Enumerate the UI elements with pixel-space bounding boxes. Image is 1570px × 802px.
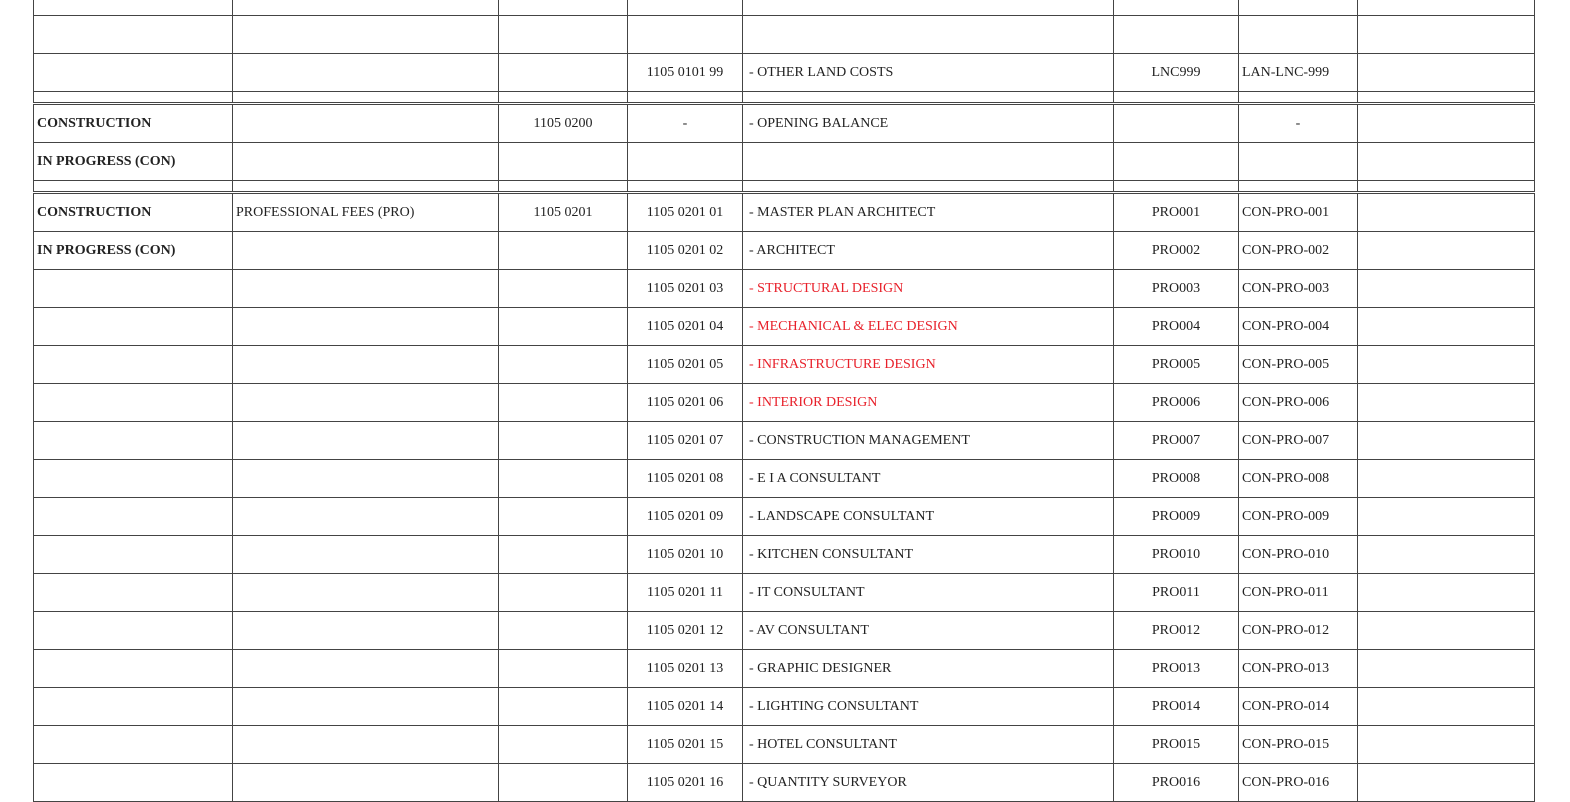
category-cell	[33, 460, 232, 497]
subcategory-cell: PROFESSIONAL FEES (PRO)	[232, 194, 498, 231]
category-cell	[33, 422, 232, 459]
group-code-cell	[498, 270, 627, 307]
separator-cell	[33, 181, 232, 191]
table-row	[33, 688, 1535, 726]
short-code-cell: PRO005	[1113, 346, 1238, 383]
account-id-cell: CON-PRO-013	[1238, 650, 1357, 687]
description-cell: - OPENING BALANCE	[742, 105, 1113, 142]
short-code-cell: PRO016	[1113, 764, 1238, 801]
description-cell: - GRAPHIC DESIGNER	[742, 650, 1113, 687]
account-id-cell: CON-PRO-004	[1238, 308, 1357, 345]
subcategory-cell	[232, 460, 498, 497]
separator-cell	[1357, 92, 1535, 102]
subcategory-cell	[232, 574, 498, 611]
description-cell	[742, 143, 1113, 180]
short-code-cell	[1113, 143, 1238, 180]
remarks-cell	[1357, 194, 1535, 231]
description-cell: - HOTEL CONSULTANT	[742, 726, 1113, 763]
category-cell	[33, 308, 232, 345]
subcategory-cell	[232, 308, 498, 345]
category-cell	[33, 726, 232, 763]
subcategory-cell	[232, 650, 498, 687]
description-cell: - MASTER PLAN ARCHITECT	[742, 194, 1113, 231]
group-code-cell	[498, 143, 627, 180]
account-code-cell	[627, 143, 742, 180]
group-code-cell	[498, 612, 627, 649]
subcategory-cell	[232, 143, 498, 180]
group-code-cell	[498, 0, 627, 15]
subcategory-cell	[232, 726, 498, 763]
account-id-cell: CON-PRO-014	[1238, 688, 1357, 725]
table-row	[33, 574, 1535, 612]
short-code-cell: PRO010	[1113, 536, 1238, 573]
remarks-cell	[1357, 422, 1535, 459]
account-id-cell: CON-PRO-015	[1238, 726, 1357, 763]
remarks-cell	[1357, 574, 1535, 611]
category-cell: IN PROGRESS (CON)	[33, 232, 232, 269]
description-cell: - INFRASTRUCTURE DESIGN	[742, 346, 1113, 383]
account-id-cell: CON-PRO-007	[1238, 422, 1357, 459]
remarks-cell	[1357, 16, 1535, 53]
subcategory-cell	[232, 54, 498, 91]
table-row	[33, 612, 1535, 650]
account-code-cell: 1105 0201 09	[627, 498, 742, 535]
account-code-cell: 1105 0201 12	[627, 612, 742, 649]
account-id-cell: LAN-LNC-999	[1238, 54, 1357, 91]
remarks-cell	[1357, 726, 1535, 763]
category-cell	[33, 384, 232, 421]
category-cell	[33, 650, 232, 687]
remarks-cell	[1357, 105, 1535, 142]
remarks-cell	[1357, 612, 1535, 649]
account-code-cell: 1105 0201 01	[627, 194, 742, 231]
table-row	[33, 194, 1535, 232]
account-code-cell: 1105 0201 06	[627, 384, 742, 421]
group-code-cell: 1105 0200	[498, 105, 627, 142]
account-code-cell: 1105 0201 02	[627, 232, 742, 269]
remarks-cell	[1357, 54, 1535, 91]
short-code-cell: PRO015	[1113, 726, 1238, 763]
table-row	[33, 536, 1535, 574]
remarks-cell	[1357, 764, 1535, 801]
category-cell	[33, 688, 232, 725]
account-id-cell: CON-PRO-001	[1238, 194, 1357, 231]
subcategory-cell	[232, 346, 498, 383]
separator-cell	[232, 181, 498, 191]
description-cell: - LANDSCAPE CONSULTANT	[742, 498, 1113, 535]
account-code-cell	[627, 0, 742, 15]
account-id-cell	[1238, 143, 1357, 180]
remarks-cell	[1357, 346, 1535, 383]
account-id-cell: CON-PRO-010	[1238, 536, 1357, 573]
group-code-cell	[498, 16, 627, 53]
account-code-cell: 1105 0201 16	[627, 764, 742, 801]
table-row	[33, 270, 1535, 308]
short-code-cell	[1113, 16, 1238, 53]
description-cell: - STRUCTURAL DESIGN	[742, 270, 1113, 307]
short-code-cell: PRO002	[1113, 232, 1238, 269]
description-cell: - KITCHEN CONSULTANT	[742, 536, 1113, 573]
short-code-cell: PRO014	[1113, 688, 1238, 725]
separator-cell	[627, 92, 742, 102]
short-code-cell	[1113, 0, 1238, 15]
short-code-cell: PRO006	[1113, 384, 1238, 421]
category-cell	[33, 54, 232, 91]
short-code-cell: PRO001	[1113, 194, 1238, 231]
subcategory-cell	[232, 688, 498, 725]
account-id-cell: CON-PRO-008	[1238, 460, 1357, 497]
table-row	[33, 308, 1535, 346]
remarks-cell	[1357, 460, 1535, 497]
subcategory-cell	[232, 612, 498, 649]
subcategory-cell	[232, 270, 498, 307]
remarks-cell	[1357, 650, 1535, 687]
account-code-cell: 1105 0201 10	[627, 536, 742, 573]
group-code-cell	[498, 498, 627, 535]
account-id-cell	[1238, 16, 1357, 53]
description-cell	[742, 16, 1113, 53]
group-code-cell	[498, 384, 627, 421]
account-code-cell: 1105 0201 04	[627, 308, 742, 345]
table-row	[33, 346, 1535, 384]
table-row	[33, 384, 1535, 422]
separator-cell	[1113, 92, 1238, 102]
subcategory-cell	[232, 764, 498, 801]
account-id-cell: CON-PRO-002	[1238, 232, 1357, 269]
remarks-cell	[1357, 688, 1535, 725]
subcategory-cell	[232, 232, 498, 269]
description-cell	[742, 0, 1113, 15]
remarks-cell	[1357, 308, 1535, 345]
account-code-cell: -	[627, 105, 742, 142]
category-label-line2: IN PROGRESS (CON)	[33, 143, 232, 180]
separator-cell	[1113, 181, 1238, 191]
account-id-cell	[1238, 0, 1357, 15]
description-cell: - IT CONSULTANT	[742, 574, 1113, 611]
group-code-cell	[498, 460, 627, 497]
group-code-cell	[498, 232, 627, 269]
account-code-cell: 1105 0201 07	[627, 422, 742, 459]
category-cell	[33, 498, 232, 535]
account-code-cell: 1105 0201 05	[627, 346, 742, 383]
group-code-cell	[498, 308, 627, 345]
table-row	[33, 422, 1535, 460]
separator-cell	[232, 92, 498, 102]
description-cell: - LIGHTING CONSULTANT	[742, 688, 1113, 725]
short-code-cell: PRO008	[1113, 460, 1238, 497]
table-row-opening-balance	[33, 105, 1535, 143]
subcategory-cell	[232, 536, 498, 573]
separator-cell	[498, 92, 627, 102]
group-code-cell	[498, 422, 627, 459]
group-code-cell	[498, 650, 627, 687]
account-code-cell: 1105 0201 14	[627, 688, 742, 725]
short-code-cell	[1113, 105, 1238, 142]
chart-of-accounts-sheet	[33, 0, 1535, 802]
short-code-cell: PRO004	[1113, 308, 1238, 345]
account-id-cell: -	[1238, 105, 1357, 142]
separator-cell	[742, 181, 1113, 191]
account-id-cell: CON-PRO-011	[1238, 574, 1357, 611]
table-row	[33, 726, 1535, 764]
remarks-cell	[1357, 498, 1535, 535]
account-code-cell: 1105 0201 15	[627, 726, 742, 763]
separator-cell	[1238, 92, 1357, 102]
category-cell	[33, 764, 232, 801]
group-code-cell	[498, 346, 627, 383]
short-code-cell: LNC999	[1113, 54, 1238, 91]
account-code-cell	[627, 16, 742, 53]
account-id-cell: CON-PRO-016	[1238, 764, 1357, 801]
account-code-cell: 1105 0201 11	[627, 574, 742, 611]
table-row	[33, 650, 1535, 688]
account-id-cell: CON-PRO-003	[1238, 270, 1357, 307]
separator-cell	[33, 92, 232, 102]
group-code-cell	[498, 54, 627, 91]
table-row-opening-balance-cont	[33, 143, 1535, 181]
short-code-cell: PRO007	[1113, 422, 1238, 459]
group-code-cell	[498, 726, 627, 763]
group-code-cell	[498, 536, 627, 573]
category-cell	[33, 536, 232, 573]
remarks-cell	[1357, 0, 1535, 15]
category-cell	[33, 16, 232, 53]
subcategory-cell	[232, 384, 498, 421]
account-id-cell: CON-PRO-012	[1238, 612, 1357, 649]
account-code-cell: 1105 0201 13	[627, 650, 742, 687]
remarks-cell	[1357, 270, 1535, 307]
subcategory-cell	[232, 105, 498, 142]
subcategory-cell	[232, 16, 498, 53]
remarks-cell	[1357, 384, 1535, 421]
subcategory-cell	[232, 422, 498, 459]
short-code-cell: PRO003	[1113, 270, 1238, 307]
account-id-cell: CON-PRO-006	[1238, 384, 1357, 421]
description-cell: - QUANTITY SURVEYOR	[742, 764, 1113, 801]
table-row	[33, 764, 1535, 802]
section-separator	[33, 92, 1535, 105]
category-cell: CONSTRUCTION	[33, 194, 232, 231]
separator-cell	[742, 92, 1113, 102]
description-cell: - E I A CONSULTANT	[742, 460, 1113, 497]
account-code-cell: 1105 0201 08	[627, 460, 742, 497]
remarks-cell	[1357, 536, 1535, 573]
description-cell: - ARCHITECT	[742, 232, 1113, 269]
table-row-empty	[33, 16, 1535, 54]
account-id-cell: CON-PRO-005	[1238, 346, 1357, 383]
separator-cell	[498, 181, 627, 191]
separator-cell	[1357, 181, 1535, 191]
short-code-cell: PRO009	[1113, 498, 1238, 535]
description-cell: - OTHER LAND COSTS	[742, 54, 1113, 91]
separator-cell	[627, 181, 742, 191]
short-code-cell: PRO012	[1113, 612, 1238, 649]
table-row	[33, 498, 1535, 536]
remarks-cell	[1357, 143, 1535, 180]
subcategory-cell	[232, 498, 498, 535]
category-cell	[33, 574, 232, 611]
group-code-cell	[498, 688, 627, 725]
table-row	[33, 460, 1535, 498]
category-label-line1: CONSTRUCTION	[33, 105, 232, 142]
short-code-cell: PRO013	[1113, 650, 1238, 687]
table-row	[33, 232, 1535, 270]
account-id-cell: CON-PRO-009	[1238, 498, 1357, 535]
category-cell	[33, 270, 232, 307]
description-cell: - MECHANICAL & ELEC DESIGN	[742, 308, 1113, 345]
professional-fees-rows	[33, 194, 1535, 802]
separator-cell	[1238, 181, 1357, 191]
table-row-other-land-costs	[33, 54, 1535, 92]
account-code-cell: 1105 0101 99	[627, 54, 742, 91]
remarks-cell	[1357, 232, 1535, 269]
group-code-cell	[498, 764, 627, 801]
section-separator	[33, 181, 1535, 194]
description-cell: - CONSTRUCTION MANAGEMENT	[742, 422, 1113, 459]
category-cell	[33, 0, 232, 15]
short-code-cell: PRO011	[1113, 574, 1238, 611]
description-cell: - INTERIOR DESIGN	[742, 384, 1113, 421]
category-cell	[33, 612, 232, 649]
category-cell	[33, 346, 232, 383]
table-row-building-cost	[33, 0, 1535, 16]
account-code-cell: 1105 0201 03	[627, 270, 742, 307]
description-cell: - AV CONSULTANT	[742, 612, 1113, 649]
group-code-cell	[498, 574, 627, 611]
group-code-cell: 1105 0201	[498, 194, 627, 231]
subcategory-cell	[232, 0, 498, 15]
